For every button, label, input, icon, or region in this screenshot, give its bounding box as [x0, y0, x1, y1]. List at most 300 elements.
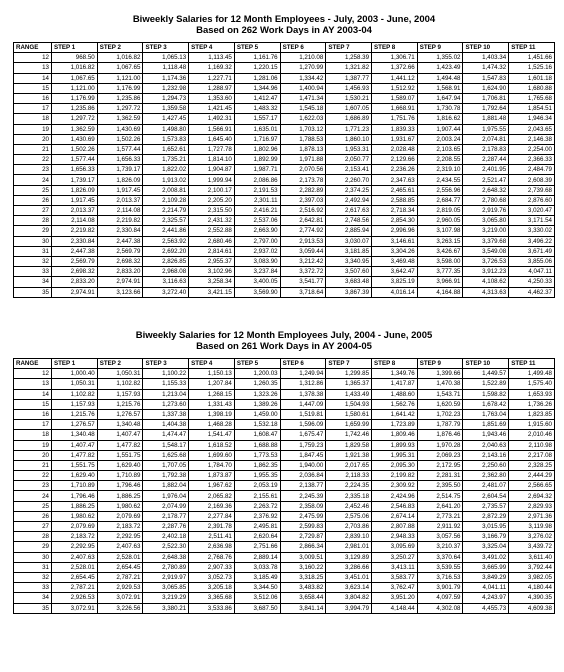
- table-row: [14, 501, 555, 511]
- salary-cell: 1,399.66: [417, 369, 463, 379]
- salary-cell: 1,113.45: [189, 53, 235, 63]
- salary-cell: 2,698.32: [97, 256, 143, 266]
- salary-cell: 1,400.94: [280, 83, 326, 93]
- salary-cell: 2,183.72: [52, 532, 98, 542]
- salary-cell: 2,960.05: [417, 216, 463, 226]
- salary-cell: 1,102.82: [52, 389, 98, 399]
- salary-cell: 2,937.02: [234, 246, 280, 256]
- salary-cell: 2,070.56: [280, 165, 326, 175]
- column-header-step-8: STEP 8: [372, 359, 418, 369]
- salary-cell: 1,765.68: [509, 93, 555, 103]
- salary-cell: 3,426.67: [417, 246, 463, 256]
- salary-cell: 2,556.96: [417, 185, 463, 195]
- salary-cell: 2,250.60: [463, 460, 509, 470]
- salary-cell: 1,987.71: [234, 165, 280, 175]
- range-cell: 18: [14, 430, 52, 440]
- salary-cell: 1,404.38: [143, 420, 189, 430]
- table-row: [14, 236, 555, 246]
- salary-cell: 3,160.22: [280, 562, 326, 572]
- salary-cell: 1,921.38: [326, 450, 372, 460]
- salary-cell: 3,777.35: [417, 267, 463, 277]
- salary-cell: 2,735.57: [463, 501, 509, 511]
- salary-cell: 2,929.53: [97, 583, 143, 593]
- salary-cell: 2,692.20: [143, 246, 189, 256]
- salary-cell: 3,901.79: [417, 583, 463, 593]
- salary-cell: 2,787.21: [97, 572, 143, 582]
- salary-cell: 2,484.79: [509, 165, 555, 175]
- salary-cell: 3,849.29: [463, 572, 509, 582]
- salary-cell: 1,601.18: [509, 73, 555, 83]
- salary-cell: 1,882.04: [143, 481, 189, 491]
- salary-cell: 1,502.26: [52, 144, 98, 154]
- table-row: [14, 481, 555, 491]
- range-cell: 12: [14, 53, 52, 63]
- salary-cell: 1,297.72: [97, 104, 143, 114]
- salary-cell: 2,680.46: [189, 236, 235, 246]
- salary-cell: 2,617.63: [326, 206, 372, 216]
- salary-cell: 2,100.17: [189, 185, 235, 195]
- salary-cell: 2,114.08: [52, 216, 98, 226]
- salary-cell: 2,277.84: [189, 511, 235, 521]
- salary-cell: 2,407.63: [52, 552, 98, 562]
- salary-cell: 1,792.64: [463, 104, 509, 114]
- salary-cell: 3,804.82: [326, 593, 372, 603]
- salary-cell: 1,771.23: [326, 124, 372, 134]
- salary-cell: 2,330.84: [97, 226, 143, 236]
- column-header-step-10: STEP 10: [463, 359, 509, 369]
- salary-cell: 1,299.85: [326, 369, 372, 379]
- column-header-step-11: STEP 11: [509, 43, 555, 53]
- salary-cell: 1,169.32: [189, 63, 235, 73]
- salary-cell: 2,287.76: [143, 522, 189, 532]
- salary-cell: 2,521.47: [463, 175, 509, 185]
- salary-cell: 2,819.05: [417, 206, 463, 216]
- salary-cell: 1,499.48: [509, 369, 555, 379]
- salary-cell: 2,663.90: [234, 226, 280, 236]
- salary-cell: 4,180.44: [509, 583, 555, 593]
- salary-cell: 1,751.76: [372, 114, 418, 124]
- salary-cell: 1,288.97: [189, 83, 235, 93]
- range-cell: 15: [14, 399, 52, 409]
- salary-cell: 1,355.02: [417, 53, 463, 63]
- salary-cell: 1,273.60: [143, 399, 189, 409]
- range-cell: 13: [14, 379, 52, 389]
- salary-cell: 3,258.34: [189, 277, 235, 287]
- salary-cell: 1,829.58: [326, 440, 372, 450]
- salary-cell: 3,549.08: [463, 246, 509, 256]
- salary-cell: 1,763.04: [463, 409, 509, 419]
- table-row: [14, 532, 555, 542]
- salary-cell: 3,379.68: [463, 236, 509, 246]
- range-cell: 31: [14, 246, 52, 256]
- salary-cell: 1,512.92: [372, 83, 418, 93]
- range-cell: 28: [14, 532, 52, 542]
- salary-cell: 1,688.88: [234, 440, 280, 450]
- salary-cell: 1,904.87: [189, 165, 235, 175]
- table-row: [14, 256, 555, 266]
- salary-cell: 2,325.57: [143, 216, 189, 226]
- salary-cell: 3,181.85: [326, 246, 372, 256]
- salary-cell: 2,604.54: [463, 491, 509, 501]
- salary-cell: 1,471.34: [280, 93, 326, 103]
- salary-cell: 4,243.97: [463, 593, 509, 603]
- range-cell: 20: [14, 134, 52, 144]
- salary-cell: 2,773.21: [417, 511, 463, 521]
- table-row: [14, 471, 555, 481]
- salary-cell: 2,475.99: [280, 511, 326, 521]
- salary-cell: 1,340.48: [97, 420, 143, 430]
- salary-cell: 2,546.83: [372, 501, 418, 511]
- salary-cell: 1,430.69: [52, 134, 98, 144]
- salary-cell: 2,926.53: [52, 593, 98, 603]
- salary-cell: 1,474.47: [143, 430, 189, 440]
- salary-cell: 1,577.44: [52, 155, 98, 165]
- salary-cell: 2,452.46: [326, 501, 372, 511]
- salary-cell: 1,387.77: [326, 73, 372, 83]
- salary-cell: 1,258.39: [326, 53, 372, 63]
- table-row: [14, 379, 555, 389]
- table-row: [14, 73, 555, 83]
- range-cell: 29: [14, 226, 52, 236]
- range-cell: 25: [14, 185, 52, 195]
- salary-cell: 1,876.46: [417, 430, 463, 440]
- salary-cell: 2,447.38: [97, 236, 143, 246]
- salary-cell: 1,155.33: [143, 379, 189, 389]
- salary-cell: 2,065.82: [189, 491, 235, 501]
- salary-cell: 1,297.72: [52, 114, 98, 124]
- salary-cell: 4,108.62: [463, 277, 509, 287]
- salary-cell: 1,121.00: [97, 73, 143, 83]
- range-cell: 16: [14, 93, 52, 103]
- salary-cell: 1,270.99: [280, 63, 326, 73]
- salary-cell: 1,796.46: [97, 481, 143, 491]
- salary-cell: 1,050.31: [97, 369, 143, 379]
- salary-cell: 1,403.34: [463, 53, 509, 63]
- salary-cell: 1,294.73: [143, 93, 189, 103]
- salary-cell: 1,652.61: [143, 144, 189, 154]
- salary-cell: 1,788.53: [280, 134, 326, 144]
- salary-cell: 2,537.06: [234, 216, 280, 226]
- salary-cell: 2,079.69: [52, 522, 98, 532]
- salary-cell: 1,407.47: [52, 440, 98, 450]
- salary-cell: 3,583.77: [372, 572, 418, 582]
- salary-cell: 3,065.85: [143, 583, 189, 593]
- salary-cell: 1,736.26: [509, 399, 555, 409]
- salary-cell: 1,016.82: [52, 63, 98, 73]
- column-header-step-3: STEP 3: [143, 359, 189, 369]
- salary-cell: 1,365.37: [326, 379, 372, 389]
- salary-cell: 4,609.38: [509, 603, 555, 613]
- salary-cell: 2,391.78: [189, 522, 235, 532]
- salary-cell: 2,110.98: [509, 440, 555, 450]
- salary-cell: 2,907.33: [189, 562, 235, 572]
- salary-cell: 2,522.30: [143, 542, 189, 552]
- salary-cell: 2,654.45: [52, 572, 98, 582]
- salary-cell: 1,176.99: [97, 83, 143, 93]
- salary-cell: 1,860.10: [326, 134, 372, 144]
- table-row: [14, 409, 555, 419]
- salary-cell: 2,219.82: [52, 226, 98, 236]
- salary-cell: 3,237.84: [234, 267, 280, 277]
- salary-cell: 2,833.20: [97, 267, 143, 277]
- salary-cell: 1,702.23: [417, 409, 463, 419]
- salary-cell: 3,185.49: [234, 572, 280, 582]
- salary-cell: 2,698.32: [52, 267, 98, 277]
- salary-cell: 1,899.93: [372, 440, 418, 450]
- salary-cell: 2,086.86: [234, 175, 280, 185]
- salary-cell: 1,792.38: [143, 471, 189, 481]
- table-row: [14, 155, 555, 165]
- salary-cell: 2,465.61: [372, 185, 418, 195]
- salary-cell: 2,282.89: [280, 185, 326, 195]
- salary-cell: 1,598.82: [463, 389, 509, 399]
- salary-cell: 1,645.40: [189, 134, 235, 144]
- salary-cell: 2,654.45: [97, 562, 143, 572]
- column-header-step-1: STEP 1: [52, 359, 98, 369]
- salary-cell: 3,533.86: [189, 603, 235, 613]
- salary-cell: 1,276.57: [52, 420, 98, 430]
- salary-cell: 1,100.22: [143, 369, 189, 379]
- range-cell: 13: [14, 63, 52, 73]
- salary-cell: 2,208.55: [417, 155, 463, 165]
- salary-cell: 2,401.95: [463, 165, 509, 175]
- salary-cell: 1,608.47: [234, 430, 280, 440]
- salary-cell: 3,107.98: [417, 226, 463, 236]
- range-cell: 19: [14, 124, 52, 134]
- range-cell: 30: [14, 236, 52, 246]
- salary-cell: 1,580.61: [326, 409, 372, 419]
- salary-cell: 2,872.29: [463, 511, 509, 521]
- salary-cell: 1,207.84: [189, 379, 235, 389]
- salary-cell: 1,809.46: [372, 430, 418, 440]
- salary-cell: 3,512.06: [234, 593, 280, 603]
- salary-cell: 1,468.28: [189, 420, 235, 430]
- salary-cell: 1,917.45: [52, 195, 98, 205]
- salary-cell: 2,889.14: [234, 552, 280, 562]
- range-cell: 17: [14, 104, 52, 114]
- salary-cell: 1,607.05: [326, 104, 372, 114]
- salary-cell: 2,787.21: [52, 583, 98, 593]
- salary-cell: 2,129.66: [372, 155, 418, 165]
- salary-cell: 2,292.95: [52, 542, 98, 552]
- salary-cell: 2,143.16: [463, 450, 509, 460]
- salary-cell: 1,353.60: [189, 93, 235, 103]
- salary-cell: 1,530.21: [326, 93, 372, 103]
- salary-cell: 1,331.43: [189, 399, 235, 409]
- column-header-step-1: STEP 1: [52, 43, 98, 53]
- salary-cell: 3,726.53: [463, 256, 509, 266]
- salary-cell: 1,470.38: [417, 379, 463, 389]
- table-row: [14, 583, 555, 593]
- salary-cell: 1,504.93: [326, 399, 372, 409]
- salary-cell: 2,069.23: [417, 450, 463, 460]
- salary-cell: 2,050.77: [326, 155, 372, 165]
- salary-cell: 2,395.50: [417, 481, 463, 491]
- salary-cell: 4,302.08: [417, 603, 463, 613]
- salary-cell: 1,596.09: [280, 420, 326, 430]
- salary-cell: 2,996.96: [372, 226, 418, 236]
- salary-cell: 1,477.82: [97, 440, 143, 450]
- salary-cell: 1,625.68: [143, 450, 189, 460]
- salary-cell: 2,694.32: [509, 491, 555, 501]
- salary-cell: 2,178.83: [463, 144, 509, 154]
- column-header-step-4: STEP 4: [189, 359, 235, 369]
- salary-cell: 4,250.33: [509, 277, 555, 287]
- salary-cell: 3,009.51: [280, 552, 326, 562]
- salary-cell: 3,340.95: [326, 256, 372, 266]
- salary-cell: 1,823.85: [509, 409, 555, 419]
- salary-cell: 1,739.17: [97, 165, 143, 175]
- salary-cell: 3,671.49: [509, 246, 555, 256]
- salary-cell: 2,416.21: [234, 206, 280, 216]
- range-cell: 18: [14, 114, 52, 124]
- salary-cell: 1,802.96: [234, 144, 280, 154]
- salary-cell: 1,854.51: [509, 104, 555, 114]
- salary-cell: 3,421.15: [189, 287, 235, 297]
- salary-cell: 2,528.01: [52, 562, 98, 572]
- table-row: [14, 206, 555, 216]
- range-cell: 34: [14, 593, 52, 603]
- salary-cell: 1,707.05: [143, 460, 189, 470]
- salary-cell: 2,366.33: [509, 155, 555, 165]
- salary-cell: 1,344.96: [234, 83, 280, 93]
- salary-cell: 4,047.11: [509, 267, 555, 277]
- salary-cell: 1,483.32: [234, 104, 280, 114]
- salary-cell: 3,507.60: [326, 267, 372, 277]
- salary-cell: 1,421.45: [189, 104, 235, 114]
- salary-cell: 2,183.72: [97, 522, 143, 532]
- salary-cell: 3,123.66: [97, 287, 143, 297]
- salary-cell: 2,599.83: [280, 522, 326, 532]
- salary-cell: 3,057.56: [417, 532, 463, 542]
- salary-cell: 2,146.38: [509, 134, 555, 144]
- salary-cell: 1,215.76: [52, 409, 98, 419]
- table-row: [14, 226, 555, 236]
- salary-cell: 2,036.84: [280, 471, 326, 481]
- salary-cell: 2,155.61: [234, 491, 280, 501]
- column-header-step-2: STEP 2: [97, 43, 143, 53]
- salary-cell: 3,059.44: [280, 246, 326, 256]
- salary-cell: 2,191.53: [234, 185, 280, 195]
- salary-cell: 2,074.81: [463, 134, 509, 144]
- salary-cell: 3,015.95: [463, 522, 509, 532]
- salary-cell: 1,340.48: [52, 430, 98, 440]
- salary-cell: 1,547.83: [463, 73, 509, 83]
- salary-cell: 1,967.62: [189, 481, 235, 491]
- salary-cell: 2,511.41: [189, 532, 235, 542]
- salary-cell: 1,441.12: [372, 73, 418, 83]
- range-cell: 21: [14, 144, 52, 154]
- salary-cell: 3,982.05: [509, 572, 555, 582]
- salary-cell: 2,636.98: [189, 542, 235, 552]
- table-row: [14, 389, 555, 399]
- range-cell: 23: [14, 481, 52, 491]
- salary-cell: 2,328.25: [509, 460, 555, 470]
- table-row: [14, 460, 555, 470]
- salary-cell: 3,451.01: [326, 572, 372, 582]
- salary-cell: 1,940.00: [280, 460, 326, 470]
- salary-cell: 2,010.46: [509, 430, 555, 440]
- salary-cell: 3,083.90: [234, 256, 280, 266]
- range-cell: 23: [14, 165, 52, 175]
- salary-cell: 1,675.47: [280, 430, 326, 440]
- table-row: [14, 216, 555, 226]
- table-header-row: [14, 359, 555, 369]
- salary-cell: 2,648.32: [463, 185, 509, 195]
- salary-cell: 2,492.94: [326, 195, 372, 205]
- salary-cell: 1,000.40: [52, 369, 98, 379]
- salary-cell: 2,224.35: [326, 481, 372, 491]
- salary-cell: 3,994.79: [326, 603, 372, 613]
- salary-cell: 1,826.09: [52, 185, 98, 195]
- salary-cell: 1,851.69: [463, 420, 509, 430]
- salary-cell: 3,226.56: [97, 603, 143, 613]
- salary-cell: 1,759.23: [280, 440, 326, 450]
- range-cell: 26: [14, 195, 52, 205]
- salary-cell: 4,041.11: [463, 583, 509, 593]
- salary-cell: 3,129.89: [326, 552, 372, 562]
- salary-cell: 1,157.93: [52, 399, 98, 409]
- table-row: [14, 175, 555, 185]
- salary-cell: 3,623.14: [326, 583, 372, 593]
- salary-cell: 2,335.18: [326, 491, 372, 501]
- salary-cell: 1,502.26: [97, 134, 143, 144]
- salary-cell: 2,013.37: [97, 195, 143, 205]
- salary-cell: 2,854.30: [372, 216, 418, 226]
- salary-cell: 2,095.30: [372, 460, 418, 470]
- table-row: [14, 124, 555, 134]
- salary-cell: 4,455.73: [463, 603, 509, 613]
- salary-cell: 2,441.86: [143, 226, 189, 236]
- salary-table-2003-04: [13, 42, 555, 298]
- salary-cell: 2,397.03: [280, 195, 326, 205]
- table-row: [14, 593, 555, 603]
- salary-cell: 2,114.08: [97, 206, 143, 216]
- salary-cell: 2,826.85: [143, 256, 189, 266]
- column-header-step-10: STEP 10: [463, 43, 509, 53]
- salary-cell: 1,668.91: [372, 104, 418, 114]
- salary-cell: 2,885.94: [326, 226, 372, 236]
- salary-cell: 3,380.21: [143, 603, 189, 613]
- salary-cell: 2,955.37: [189, 256, 235, 266]
- salary-cell: 3,569.90: [234, 287, 280, 297]
- salary-cell: 2,569.79: [52, 256, 98, 266]
- range-cell: 29: [14, 542, 52, 552]
- table-row: [14, 430, 555, 440]
- salary-cell: 2,913.53: [280, 236, 326, 246]
- salary-cell: 2,866.34: [280, 542, 326, 552]
- salary-cell: 1,157.93: [97, 389, 143, 399]
- salary-cell: 2,236.26: [372, 165, 418, 175]
- column-header-step-4: STEP 4: [189, 43, 235, 53]
- salary-cell: 1,946.34: [509, 114, 555, 124]
- salary-cell: 1,562.76: [372, 399, 418, 409]
- salary-cell: 2,153.41: [326, 165, 372, 175]
- salary-cell: 2,641.20: [417, 501, 463, 511]
- table-row: [14, 440, 555, 450]
- range-cell: 16: [14, 409, 52, 419]
- salary-cell: 1,573.83: [143, 134, 189, 144]
- table-row: [14, 267, 555, 277]
- salary-cell: 2,948.33: [372, 532, 418, 542]
- salary-cell: 1,215.76: [97, 399, 143, 409]
- salary-cell: 1,629.40: [52, 471, 98, 481]
- salary-cell: 1,488.60: [372, 389, 418, 399]
- salary-cell: 1,372.66: [372, 63, 418, 73]
- salary-cell: 3,072.91: [97, 593, 143, 603]
- salary-cell: 3,286.66: [326, 562, 372, 572]
- salary-cell: 1,220.15: [234, 63, 280, 73]
